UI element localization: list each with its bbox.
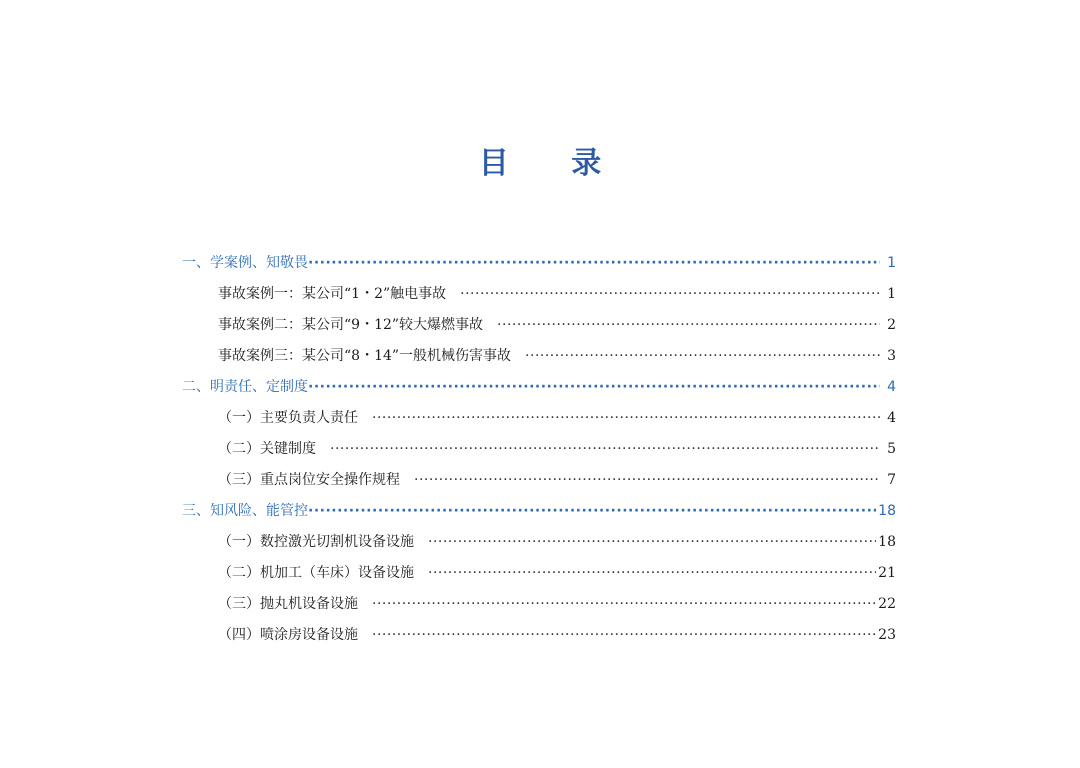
toc-entry-label: （一）主要负责人责任 bbox=[218, 410, 358, 426]
toc-item[interactable] bbox=[182, 465, 896, 496]
toc-page-number: 18 bbox=[878, 503, 896, 519]
dot-leader bbox=[497, 310, 880, 341]
toc-entry-label: （三）重点岗位安全操作规程 bbox=[218, 472, 400, 488]
toc-page-number: 22 bbox=[878, 596, 896, 612]
toc-item[interactable] bbox=[182, 341, 896, 372]
toc-entry-label: 事故案例一：某公司“1・2”触电事故 bbox=[218, 286, 447, 302]
dot-leader bbox=[308, 372, 880, 403]
toc-item[interactable] bbox=[182, 620, 896, 651]
toc-entry-label: （一）数控激光切割机设备设施 bbox=[218, 534, 414, 550]
toc-entry-label: （四）喷涂房设备设施 bbox=[218, 627, 358, 643]
toc-page-number: 3 bbox=[887, 348, 896, 364]
toc-item[interactable] bbox=[182, 527, 896, 558]
toc-page-number: 18 bbox=[878, 534, 896, 550]
toc-section-2[interactable] bbox=[182, 372, 896, 403]
toc-entry-label: 一、学案例、知敬畏 bbox=[182, 255, 308, 271]
page-title: 目 录 bbox=[478, 146, 628, 181]
dot-leader bbox=[330, 434, 880, 465]
toc-entry-label: 事故案例二：某公司“9・12”较大爆燃事故 bbox=[218, 317, 484, 333]
dot-leader bbox=[372, 589, 876, 620]
dot-leader bbox=[372, 620, 876, 651]
toc-entry-label: （三）抛丸机设备设施 bbox=[218, 596, 358, 612]
toc-entry-label: （二）关键制度 bbox=[218, 441, 316, 457]
toc-section-1[interactable] bbox=[182, 248, 896, 279]
toc-page-number: 23 bbox=[878, 627, 896, 643]
toc-item[interactable] bbox=[182, 310, 896, 341]
table-of-contents bbox=[182, 248, 896, 651]
toc-entry-label: 二、明责任、定制度 bbox=[182, 379, 308, 395]
toc-item[interactable] bbox=[182, 589, 896, 620]
dot-leader bbox=[308, 248, 880, 279]
toc-page-number: 7 bbox=[887, 472, 896, 488]
toc-page-number: 5 bbox=[887, 441, 896, 457]
dot-leader bbox=[372, 403, 880, 434]
toc-page-number: 21 bbox=[878, 565, 896, 581]
toc-item[interactable] bbox=[182, 434, 896, 465]
dot-leader bbox=[308, 496, 876, 527]
toc-item[interactable] bbox=[182, 558, 896, 589]
dot-leader bbox=[428, 558, 876, 589]
toc-page-number: 4 bbox=[887, 379, 896, 395]
toc-page-number: 1 bbox=[887, 286, 896, 302]
toc-item[interactable] bbox=[182, 279, 896, 310]
toc-entry-label: 事故案例三：某公司“8・14”一般机械伤害事故 bbox=[218, 348, 512, 364]
dot-leader bbox=[428, 527, 876, 558]
dot-leader bbox=[525, 341, 880, 372]
toc-page-number: 1 bbox=[887, 255, 896, 271]
toc-page-number: 4 bbox=[887, 410, 896, 426]
toc-page-number: 2 bbox=[887, 317, 896, 333]
toc-entry-label: （二）机加工（车床）设备设施 bbox=[218, 565, 414, 581]
dot-leader bbox=[414, 465, 880, 496]
toc-item[interactable] bbox=[182, 403, 896, 434]
dot-leader bbox=[460, 279, 880, 310]
toc-section-3[interactable] bbox=[182, 496, 896, 527]
toc-entry-label: 三、知风险、能管控 bbox=[182, 503, 308, 519]
